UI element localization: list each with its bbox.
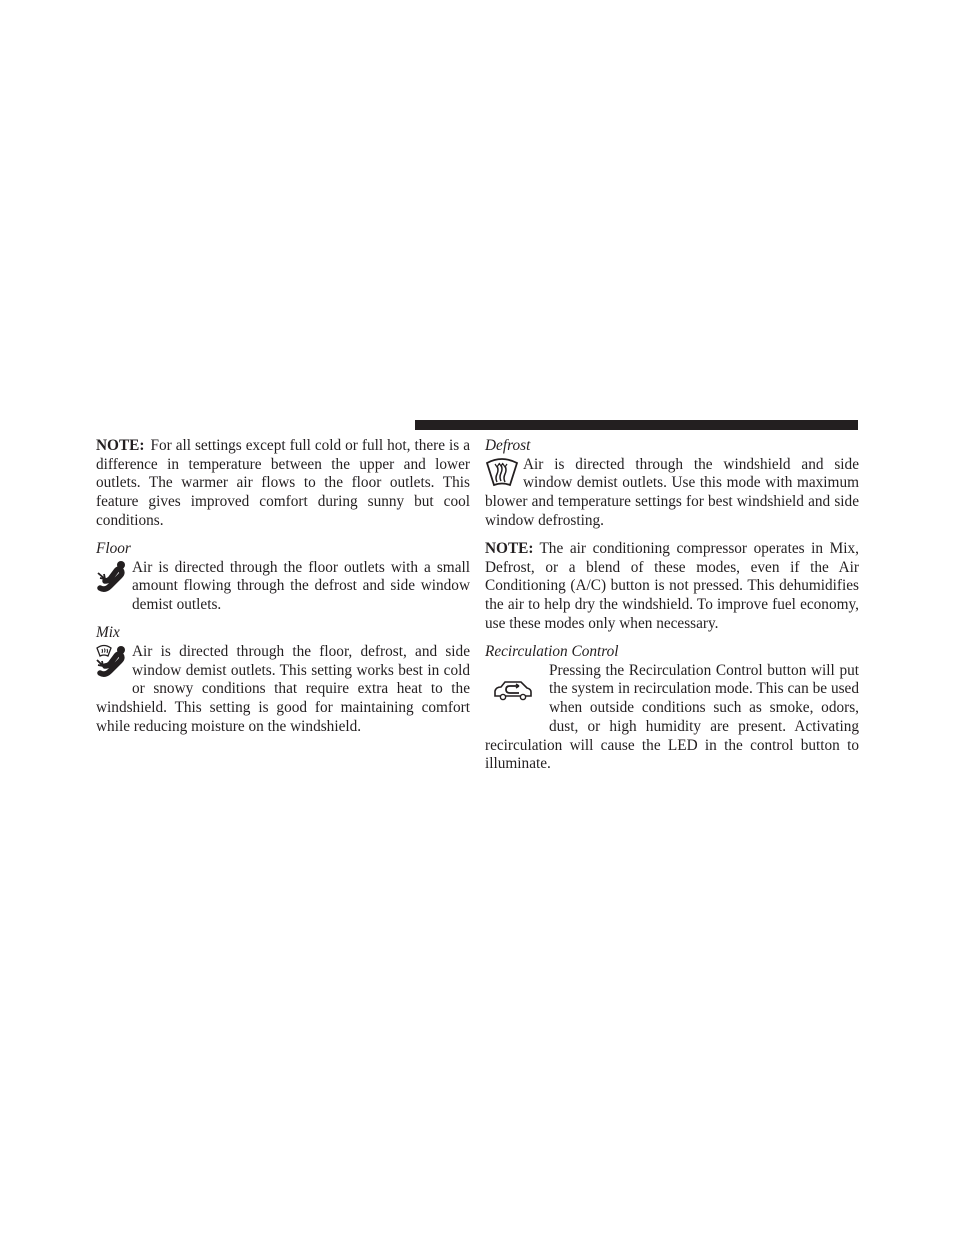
note-text: The air conditioning compressor operates in Mix, Defrost, or a blend of these modes, even if the Air Conditioning (A/C) button is not pressed. This dehumidifies the air to help dry the windshield. To improve fuel economy, use these modes only when necessary. [485, 540, 859, 632]
left-column [96, 437, 470, 737]
defrost-heading: Defrost [485, 437, 531, 454]
mix-heading: Mix [96, 624, 120, 642]
floor-paragraph [96, 559, 470, 615]
note-text: For all settings except full cold or full hot, there is a difference in temperature between the upper and lower outlets. The warmer air flows to the floor outlets. This feature gives improved comfort during sunny but cool conditions. [96, 437, 470, 529]
recirculation-heading: Recirculation Control [485, 643, 619, 661]
note-paragraph-left [96, 437, 470, 531]
floor-text: Air is directed through the floor outlets with a small amount flowing through the defrost and side window demist outlets. [132, 558, 470, 614]
floor-heading: Floor [96, 540, 131, 558]
recirculation-paragraph [485, 662, 859, 774]
mix-paragraph [96, 643, 470, 737]
defrost-text: Air is directed through the windshield and side window demist outlets. Use this mode with maximum blower and temperature settings for best windshield and side window defrosting. [485, 455, 859, 529]
recirculation-icon [485, 662, 549, 736]
recirculation-text: Pressing the Recirculation Control button will put the system in recirculation mode. This can be used when outside conditions such as smoke, odors, dust, or high humidity are present. Activating recirculation will cause the LED in the control button to illuminate. [485, 661, 859, 773]
defrost-mode-icon [485, 457, 523, 493]
floor-mode-icon [96, 560, 132, 597]
right-column [485, 437, 859, 774]
mix-text: Air is directed through the floor, defrost, and side window demist outlets. This setting works best in cold or snowy conditions that require extra heat to the windshield. This setting is good for maintaining comfort while reducing moisture on the windshield. [96, 643, 470, 735]
note-paragraph-right [485, 540, 859, 634]
note-label: NOTE: [96, 437, 145, 454]
defrost-paragraph [485, 456, 859, 531]
mix-mode-icon [96, 644, 132, 681]
note-label: NOTE: [485, 540, 534, 558]
header-rule [415, 420, 858, 430]
